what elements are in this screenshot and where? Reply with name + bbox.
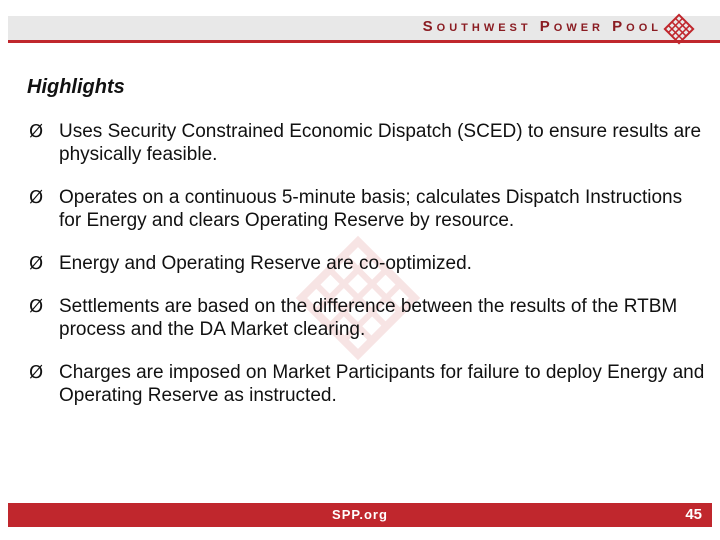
bullet-text: Energy and Operating Reserve are co-optimized. bbox=[59, 253, 472, 274]
bullet-item bbox=[27, 120, 707, 166]
bullet-text: Charges are imposed on Market Participants for failure to deploy Energy and Operating Reserve as instructed. bbox=[59, 362, 705, 406]
bullet-marker: Ø bbox=[29, 296, 44, 317]
bullet-marker: Ø bbox=[29, 362, 44, 383]
footer-site-link[interactable]: SPP.org bbox=[332, 507, 388, 522]
spp-diamond-logo-icon bbox=[662, 12, 696, 46]
bullet-marker: Ø bbox=[29, 253, 44, 274]
bullet-item bbox=[27, 295, 707, 341]
slide-title: Highlights bbox=[27, 76, 125, 98]
bullet-text: Operates on a continuous 5-minute basis; calculates Dispatch Instructions for Energy and clears Operating Reserve by resource. bbox=[59, 187, 683, 231]
bullet-item bbox=[27, 252, 707, 275]
bullet-marker: Ø bbox=[29, 187, 44, 208]
bullet-item bbox=[27, 186, 707, 232]
brand-name: Southwest Power Pool bbox=[422, 18, 662, 35]
header-rule bbox=[8, 40, 720, 43]
bullet-text: Settlements are based on the difference between the results of the RTBM process and the DA Market clearing. bbox=[59, 296, 678, 340]
footer-bar bbox=[8, 503, 712, 527]
bullet-text: Uses Security Constrained Economic Dispatch (SCED) to ensure results are physically feasible. bbox=[59, 121, 702, 165]
bullet-list bbox=[27, 120, 707, 427]
bullet-marker: Ø bbox=[29, 121, 44, 142]
bullet-item bbox=[27, 361, 707, 407]
page-number: 45 bbox=[685, 506, 702, 523]
